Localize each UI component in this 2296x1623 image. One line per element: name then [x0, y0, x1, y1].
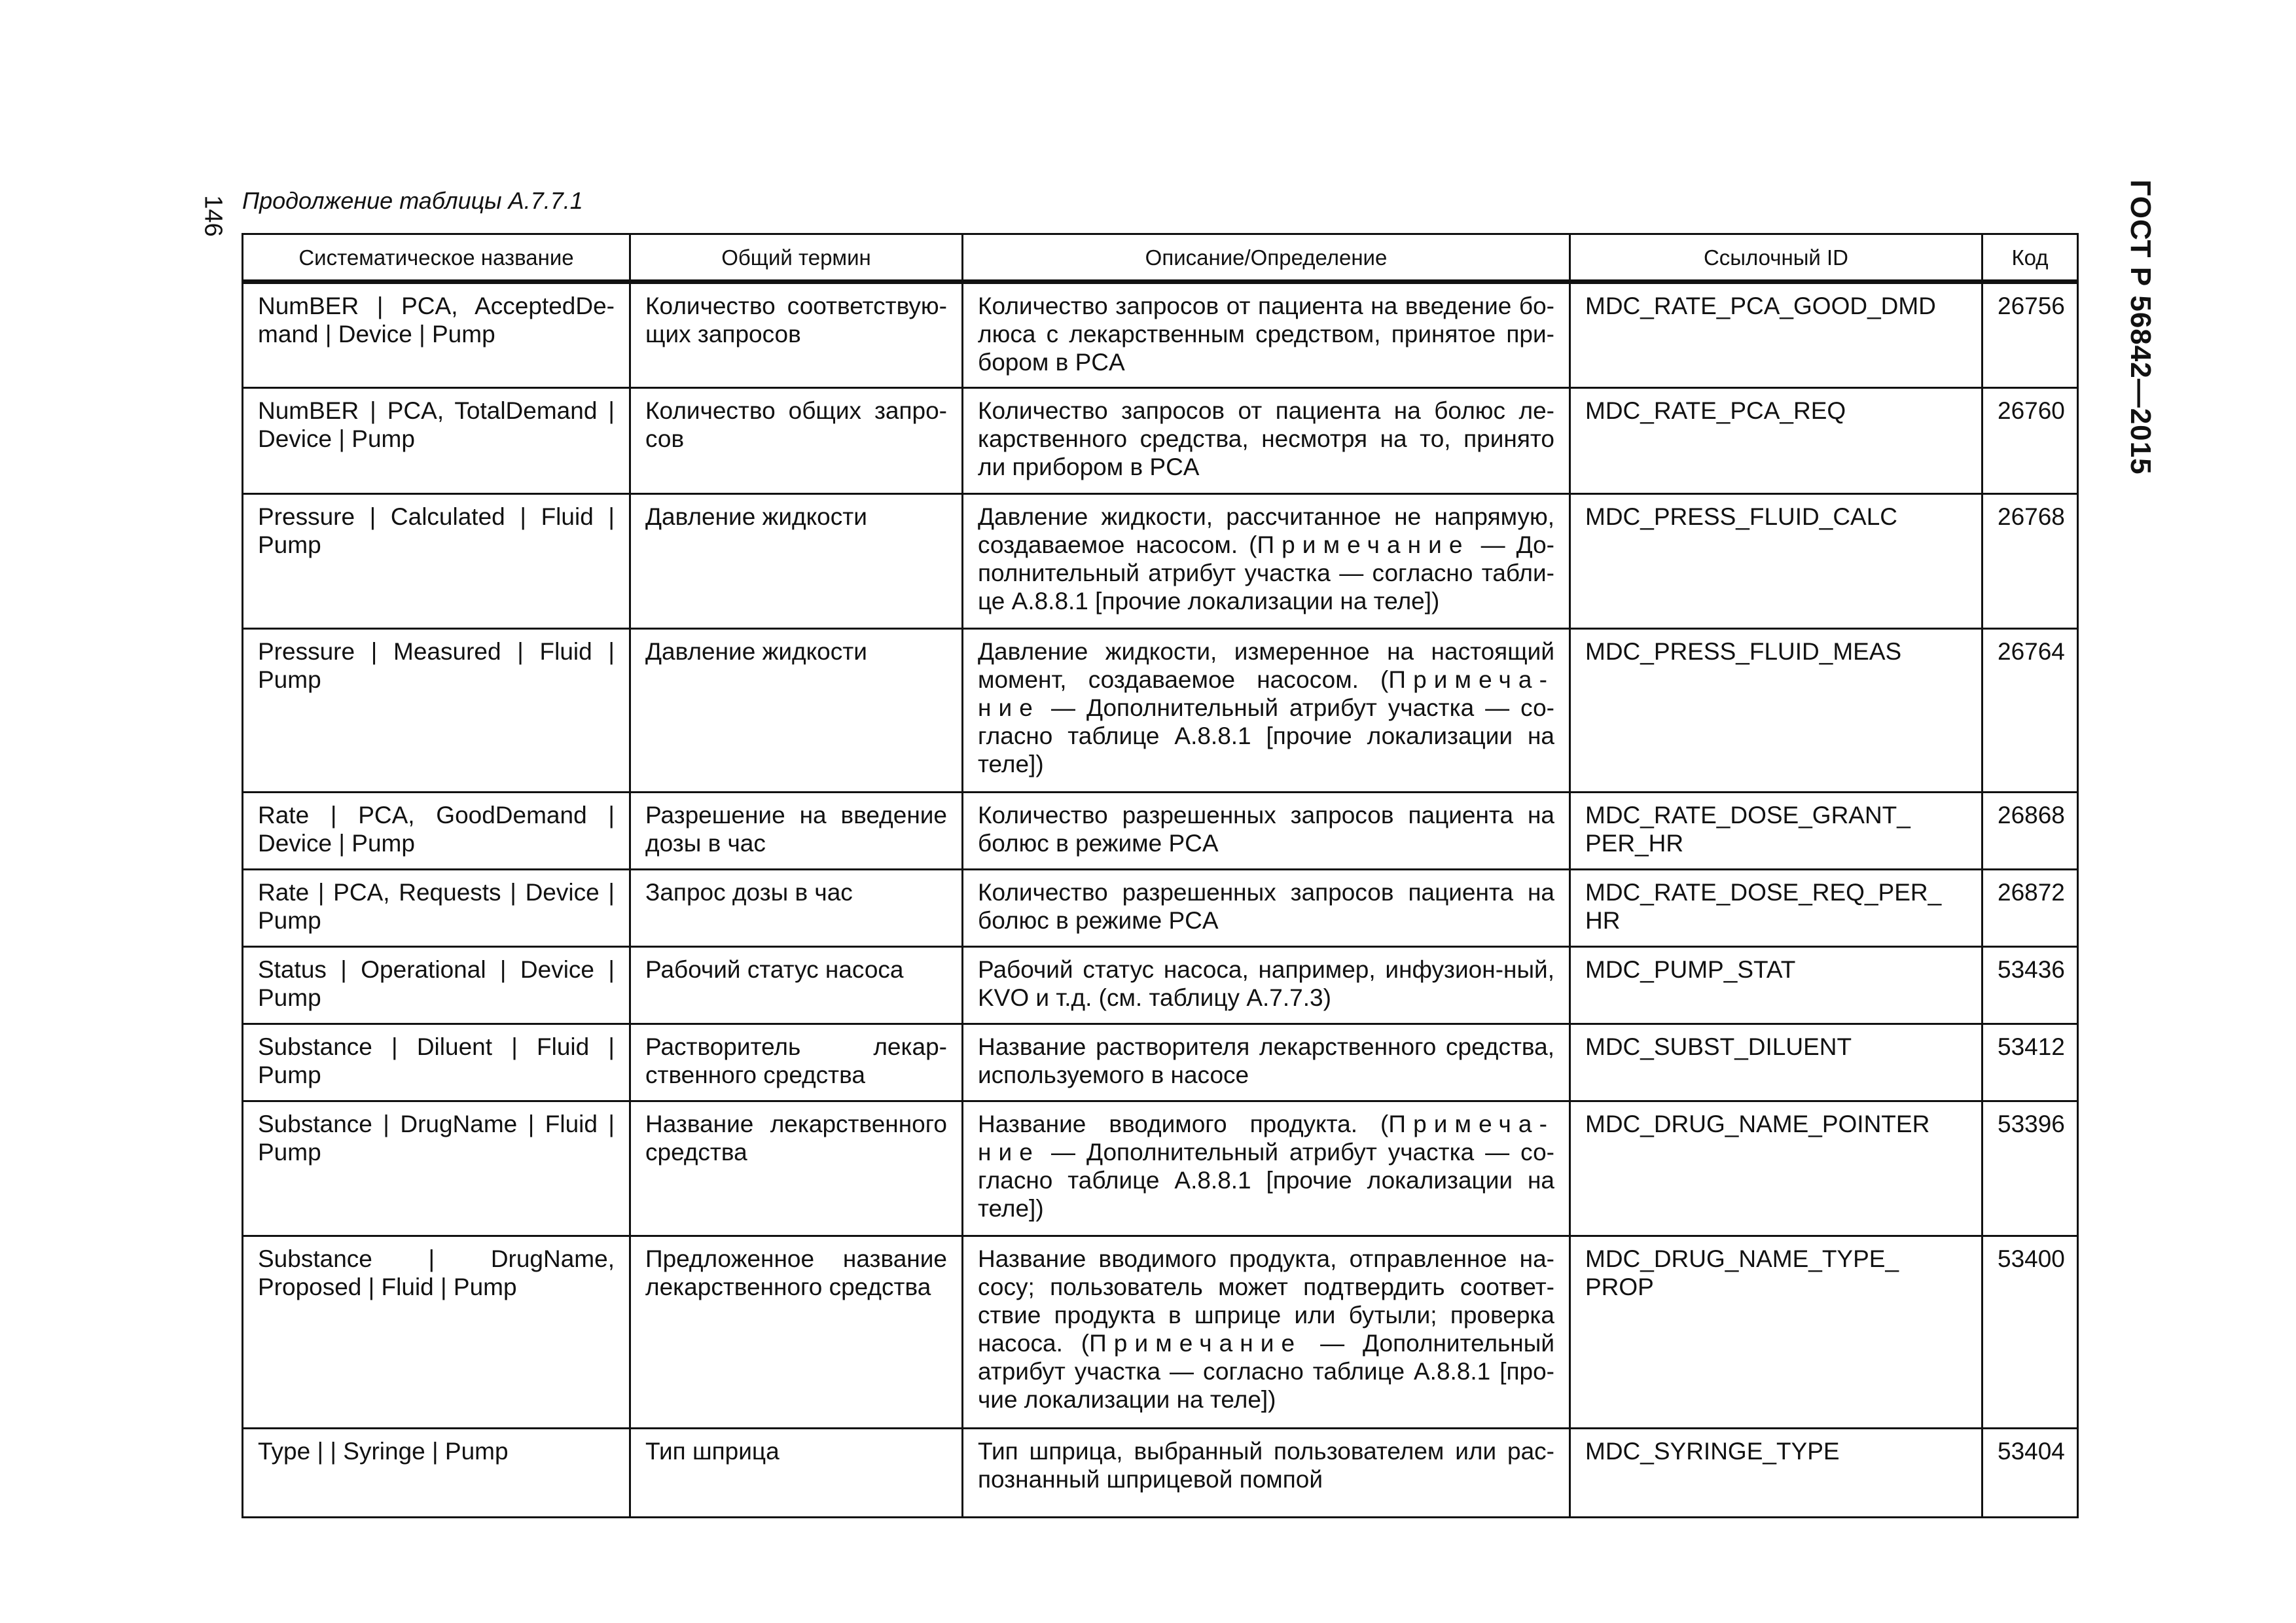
- cell-reference-id: MDC_RATE_DOSE_REQ_PER_ HR: [1570, 870, 1982, 947]
- cell-systematic-name: Substance | DrugName, Proposed | Fluid | Pump: [243, 1236, 630, 1429]
- description-text: — Дополнительный атрибут участка — согласно таблице А.8.8.1 [про-чие локализации на теле]): [978, 1330, 1555, 1413]
- description-text: Название вводимого продукта. (: [978, 1111, 1389, 1137]
- cell-common-term: Давление жидкости: [630, 494, 963, 629]
- cell-description: [963, 1236, 1570, 1429]
- cell-systematic-name: Rate | PCA, GoodDemand | Device | Pump: [243, 793, 630, 870]
- cell-systematic-name: Pressure | Measured | Fluid | Pump: [243, 629, 630, 793]
- table-row: [243, 388, 2078, 494]
- cell-systematic-name: Substance | Diluent | Fluid | Pump: [243, 1024, 630, 1101]
- cell-reference-id: MDC_PRESS_FLUID_CALC: [1570, 494, 1982, 629]
- description-text: — До-полнительный атрибут участка — согласно табли-це А.8.8.1 [прочие локализации на теле]): [978, 531, 1554, 615]
- cell-description: Количество разрешенных запросов пациента на болюс в режиме PCA: [963, 793, 1570, 870]
- note-label: Примечание: [1089, 1330, 1302, 1357]
- cell-systematic-name: Type | | Syringe | Pump: [243, 1429, 630, 1518]
- table-header-row: [243, 234, 2078, 282]
- cell-systematic-name: Pressure | Calculated | Fluid | Pump: [243, 494, 630, 629]
- standard-designation: ГОСТ Р 56842—2015: [2125, 179, 2157, 475]
- cell-common-term: Рабочий статус насоса: [630, 947, 963, 1024]
- cell-description: Тип шприца, выбранный пользователем или рас-познанный шприцевой помпой: [963, 1429, 1570, 1518]
- table-caption: Продолжение таблицы А.7.7.1: [242, 187, 583, 214]
- cell-code: 26768: [1982, 494, 2078, 629]
- cell-common-term: Количество общих запро-сов: [630, 388, 963, 494]
- cell-reference-id: MDC_RATE_DOSE_GRANT_ PER_HR: [1570, 793, 1982, 870]
- table-row: [243, 494, 2078, 629]
- cell-common-term: Предложенное название лекарственного средства: [630, 1236, 963, 1429]
- cell-description: [963, 494, 1570, 629]
- table-row: [243, 1024, 2078, 1101]
- cell-description: Рабочий статус насоса, например, инфузион-ный, KVO и т.д. (см. таблицу А.7.7.3): [963, 947, 1570, 1024]
- table-row: [243, 1429, 2078, 1518]
- cell-code: 53436: [1982, 947, 2078, 1024]
- header-code: Код: [1982, 234, 2078, 282]
- cell-reference-id: MDC_SYRINGE_TYPE: [1570, 1429, 1982, 1518]
- header-description: Описание/Определение: [963, 234, 1570, 282]
- page-number: 146: [199, 195, 227, 237]
- header-common-term: Общий термин: [630, 234, 963, 282]
- cell-description: Количество запросов от пациента на болюс ле-карственного средства, несмотря на то, принято ли прибором в PCA: [963, 388, 1570, 494]
- cell-code: 26872: [1982, 870, 2078, 947]
- cell-reference-id: MDC_SUBST_DILUENT: [1570, 1024, 1982, 1101]
- description-text: — Дополнительный атрибут участка — со-гласно таблице А.8.8.1 [прочие локализации на теле]): [978, 1139, 1554, 1222]
- cell-common-term: Название лекарственного средства: [630, 1101, 963, 1236]
- cell-code: 53400: [1982, 1236, 2078, 1429]
- cell-code: 26868: [1982, 793, 2078, 870]
- cell-systematic-name: NumBER | PCA, TotalDemand | Device | Pump: [243, 388, 630, 494]
- description-text: — Дополнительный атрибут участка — со-гласно таблице А.8.8.1 [прочие локализации на теле]): [978, 694, 1554, 777]
- cell-description: [963, 1101, 1570, 1236]
- table-row: [243, 1101, 2078, 1236]
- cell-reference-id: MDC_PUMP_STAT: [1570, 947, 1982, 1024]
- cell-reference-id: MDC_DRUG_NAME_TYPE_ PROP: [1570, 1236, 1982, 1429]
- cell-common-term: Растворитель лекар-ственного средства: [630, 1024, 963, 1101]
- cell-systematic-name: NumBER | PCA, AcceptedDe-mand | Device | Pump: [243, 282, 630, 388]
- cell-common-term: Запрос дозы в час: [630, 870, 963, 947]
- cell-code: 53396: [1982, 1101, 2078, 1236]
- table-row: [243, 793, 2078, 870]
- cell-code: 53412: [1982, 1024, 2078, 1101]
- cell-reference-id: MDC_PRESS_FLUID_MEAS: [1570, 629, 1982, 793]
- header-systematic-name: Систематическое название: [243, 234, 630, 282]
- terms-table: [242, 233, 2079, 1518]
- cell-code: 26760: [1982, 388, 2078, 494]
- cell-common-term: Разрешение на введение дозы в час: [630, 793, 963, 870]
- cell-code: 53404: [1982, 1429, 2078, 1518]
- cell-systematic-name: Substance | DrugName | Fluid | Pump: [243, 1101, 630, 1236]
- cell-description: Количество разрешенных запросов пациента на болюс в режиме PCA: [963, 870, 1570, 947]
- cell-systematic-name: Rate | PCA, Requests | Device | Pump: [243, 870, 630, 947]
- description-text: Давление жидкости, рассчитанное не напрямую, создаваемое насосом. (: [978, 503, 1554, 558]
- note-label: Примеча-ние: [978, 666, 1554, 721]
- table-row: [243, 870, 2078, 947]
- cell-systematic-name: Status | Operational | Device | Pump: [243, 947, 630, 1024]
- cell-description: Название растворителя лекарственного средства, используемого в насосе: [963, 1024, 1570, 1101]
- cell-description: Количество запросов от пациента на введение бо-люса с лекарственным средством, принятое при-бором в PCA: [963, 282, 1570, 388]
- table-row: [243, 629, 2078, 793]
- cell-description: [963, 629, 1570, 793]
- table-row: [243, 947, 2078, 1024]
- cell-reference-id: MDC_RATE_PCA_GOOD_DMD: [1570, 282, 1982, 388]
- cell-code: 26764: [1982, 629, 2078, 793]
- description-text: Давление жидкости, измеренное на настоящий момент, создаваемое насосом. (: [978, 638, 1554, 693]
- cell-common-term: Тип шприца: [630, 1429, 963, 1518]
- header-reference-id: Ссылочный ID: [1570, 234, 1982, 282]
- cell-reference-id: MDC_RATE_PCA_REQ: [1570, 388, 1982, 494]
- cell-common-term: Количество соответствую-щих запросов: [630, 282, 963, 388]
- table-row: [243, 282, 2078, 388]
- cell-code: 26756: [1982, 282, 2078, 388]
- description-text: Название вводимого продукта, отправленное на-сосу; пользователь может подтвердить соответ-ствие продукта в шприце или бутыли; проверка насоса. (: [978, 1245, 1554, 1357]
- table-row: [243, 1236, 2078, 1429]
- note-label: Примечание: [1257, 531, 1470, 558]
- cell-common-term: Давление жидкости: [630, 629, 963, 793]
- cell-reference-id: MDC_DRUG_NAME_POINTER: [1570, 1101, 1982, 1236]
- note-label: Примеча-ние: [978, 1111, 1554, 1166]
